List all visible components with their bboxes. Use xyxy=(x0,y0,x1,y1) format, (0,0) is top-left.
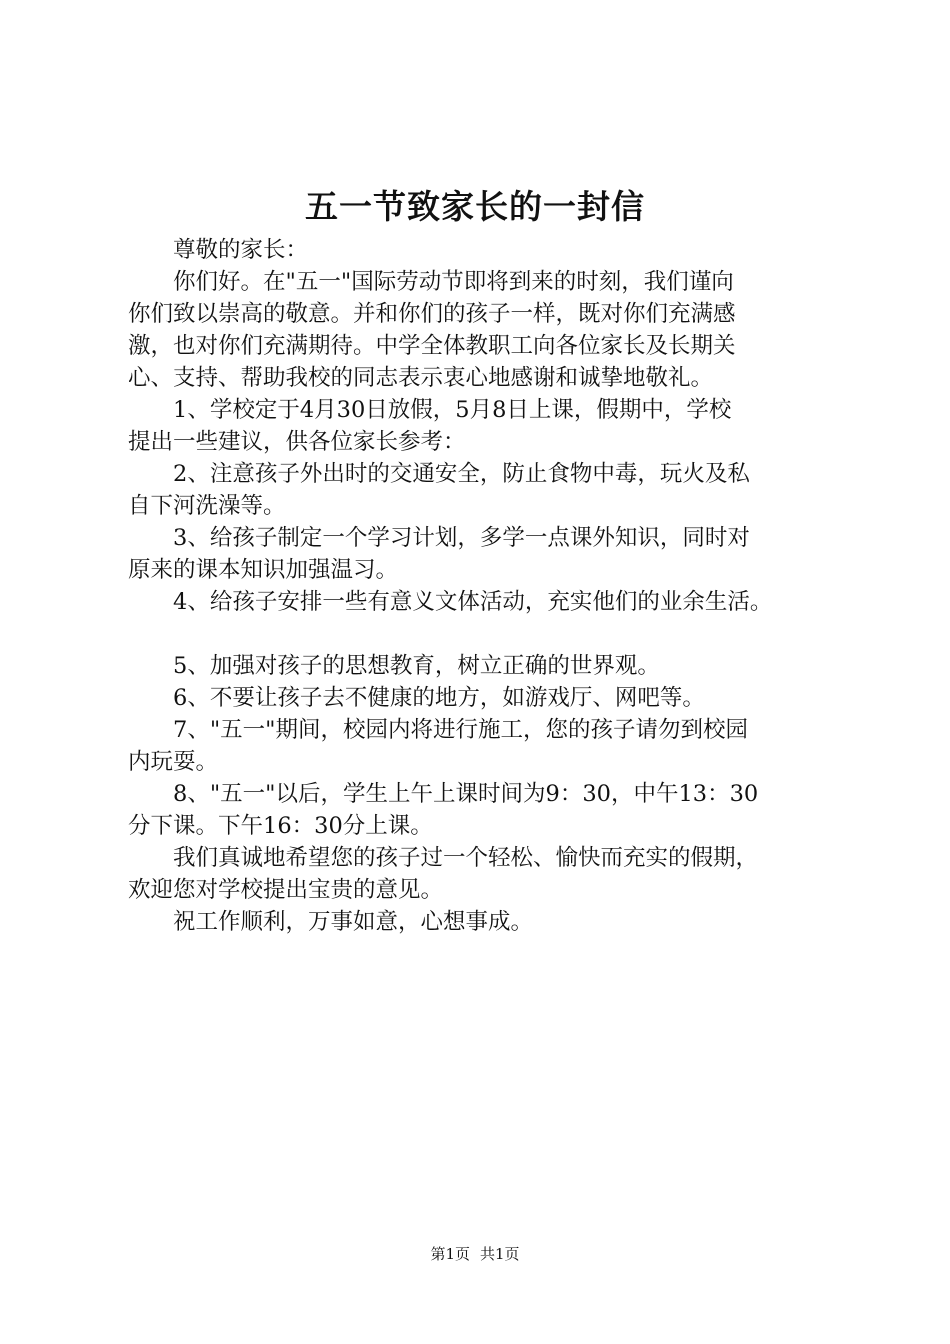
intro-line-4: 心、支持、帮助我校的同志表示衷心地感谢和诚挚地敬礼。 xyxy=(128,365,714,391)
item-7-line-2: 内玩耍。 xyxy=(128,749,219,775)
item-8-line-1: 8、"五一"以后，学生上午上课时间为9：30，中午13：30 xyxy=(173,781,759,807)
item-5: 5、加强对孩子的思想教育，树立正确的世界观。 xyxy=(173,653,660,679)
closing-line-2: 欢迎您对学校提出宝贵的意见。 xyxy=(128,877,444,903)
page-count: 共1页 xyxy=(480,1245,520,1263)
item-7-line-1: 7、"五一"期间，校园内将进行施工，您的孩子请勿到校园 xyxy=(173,717,749,743)
item-8-line-2: 分下课。下午16：30分上课。 xyxy=(128,813,433,839)
page-footer xyxy=(0,1244,950,1264)
item-1-line-2: 提出一些建议，供各位家长参考： xyxy=(128,429,466,455)
blank-line xyxy=(128,618,858,650)
intro-line-3: 激，也对你们充满期待。中学全体教职工向各位家长及长期关 xyxy=(128,333,736,359)
closing-line-1: 我们真诚地希望您的孩子过一个轻松、愉快而充实的假期， xyxy=(173,845,759,871)
item-3-line-2: 原来的课本知识加强温习。 xyxy=(128,557,399,583)
document-title: 五一节致家长的一封信 xyxy=(305,187,645,226)
item-1-line-1: 1、学校定于4月30日放假，5月8日上课，假期中，学校 xyxy=(173,397,732,423)
letter-body xyxy=(128,234,858,938)
salutation: 尊敬的家长： xyxy=(173,237,309,263)
item-4: 4、给孩子安排一些有意义文体活动，充实他们的业余生活。 xyxy=(173,589,773,615)
intro-line-1: 你们好。在"五一"国际劳动节即将到来的时刻，我们谨向 xyxy=(173,269,734,295)
item-6: 6、不要让孩子去不健康的地方，如游戏厅、网吧等。 xyxy=(173,685,705,711)
item-2-line-1: 2、注意孩子外出时的交通安全，防止食物中毒，玩火及私 xyxy=(173,461,750,487)
page-number: 第1页 xyxy=(430,1245,470,1263)
intro-line-2: 你们致以崇高的敬意。并和你们的孩子一样，既对你们充满感 xyxy=(128,301,736,327)
item-3-line-1: 3、给孩子制定一个学习计划，多学一点课外知识，同时对 xyxy=(173,525,750,551)
item-2-line-2: 自下河洗澡等。 xyxy=(128,493,286,519)
regards: 祝工作顺利，万事如意，心想事成。 xyxy=(173,909,534,935)
